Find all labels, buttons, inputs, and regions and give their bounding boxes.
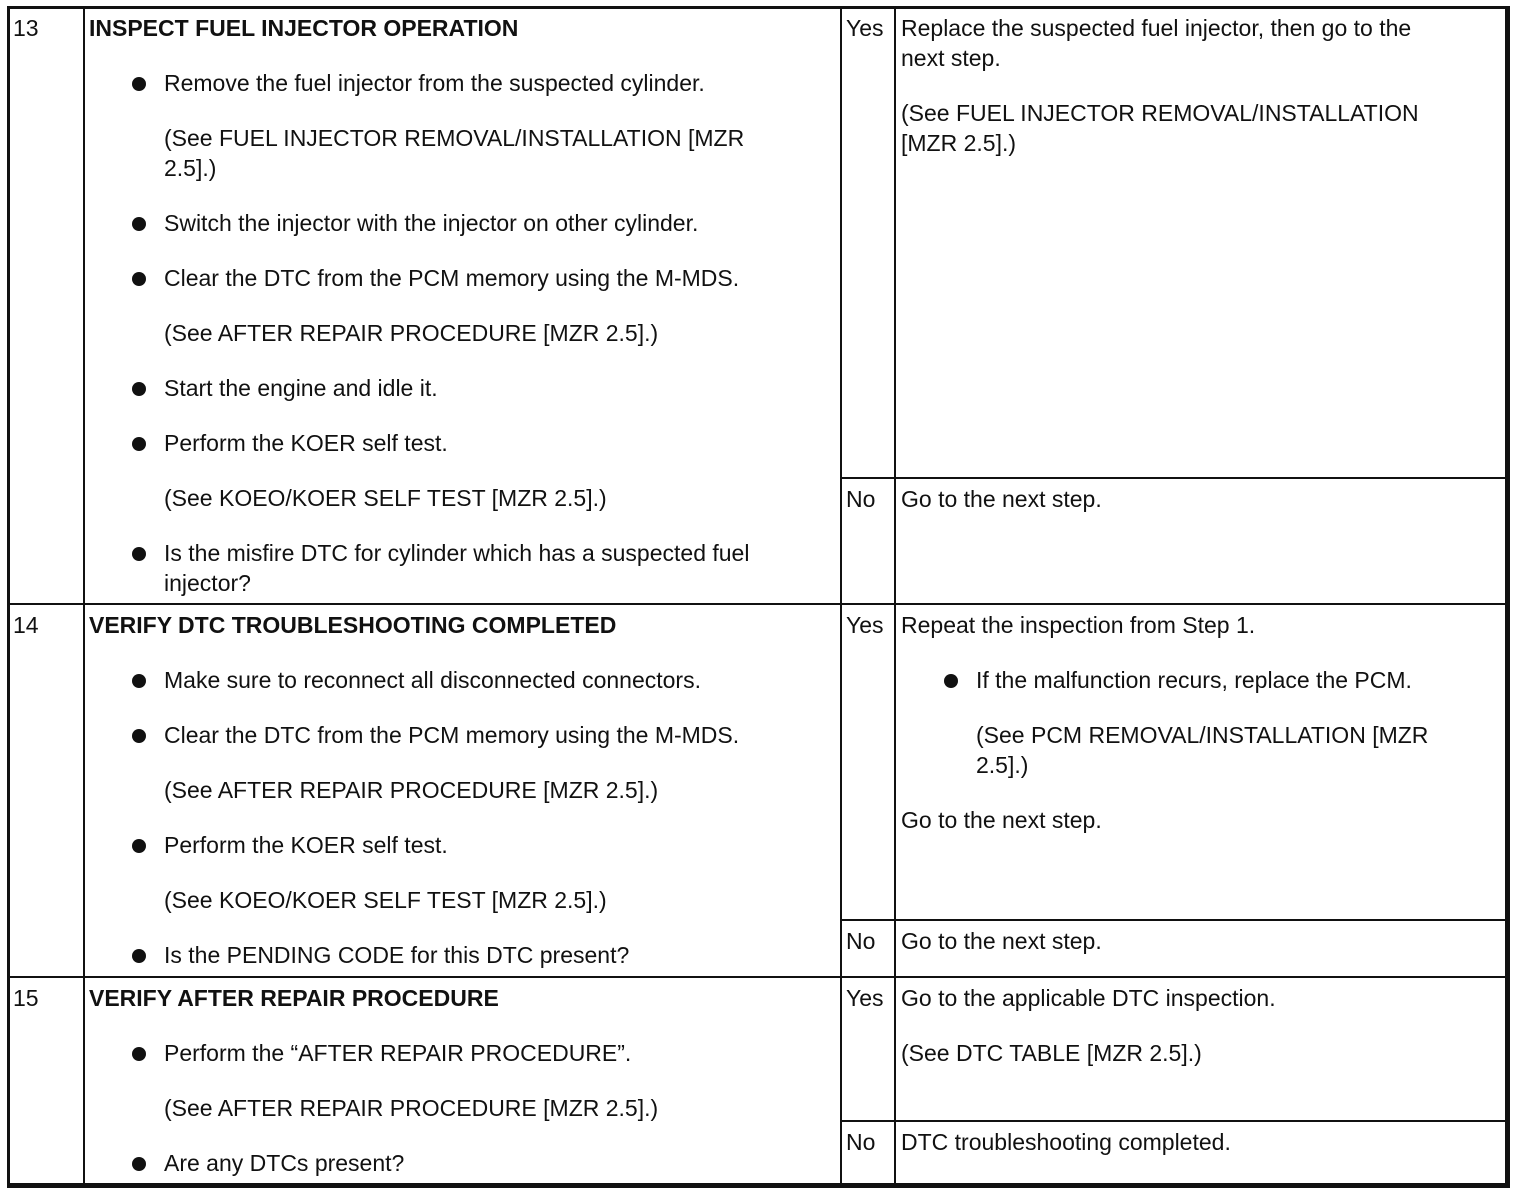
bullet-icon [132,437,146,451]
no-result-text-line: Go to the next step. [901,486,1102,512]
yes-result-ref-line: 2.5].) [976,752,1029,778]
bullet-icon [132,217,146,231]
yes-label: Yes [846,612,884,638]
bullet-icon [132,77,146,91]
action-ref-line: (See AFTER REPAIR PROCEDURE [MZR 2.5].) [164,1095,659,1121]
step-13-number-cell [7,6,85,605]
yes-label: Yes [846,15,884,41]
bullet-icon [944,674,958,688]
yes-result-ref-line: (See PCM REMOVAL/INSTALLATION [MZR [976,722,1429,748]
action-ref-line: 2.5].) [164,155,217,181]
step-title: VERIFY DTC TROUBLESHOOTING COMPLETED [89,612,617,638]
bullet-icon [132,547,146,561]
no-label: No [846,928,876,954]
action-ref-line: (See KOEO/KOER SELF TEST [MZR 2.5].) [164,485,607,511]
action-bullet-line: Perform the “AFTER REPAIR PROCEDURE”. [164,1040,632,1066]
action-bullet-line: Perform the KOER self test. [164,832,448,858]
step-title: VERIFY AFTER REPAIR PROCEDURE [89,985,499,1011]
no-label: No [846,1129,876,1155]
yes-result-text-line: next step. [901,45,1001,71]
no-result-text-line: DTC troubleshooting completed. [901,1129,1231,1155]
yes-result-text-line: Replace the suspected fuel injector, then go to the [901,15,1412,41]
yes-result-bullet-line: If the malfunction recurs, replace the PCM. [976,667,1412,693]
yes-label: Yes [846,985,884,1011]
action-ref-line: (See AFTER REPAIR PROCEDURE [MZR 2.5].) [164,777,659,803]
action-bullet-line: Clear the DTC from the PCM memory using the M-MDS. [164,265,740,291]
step-14-number-cell [7,603,85,978]
bullet-icon [132,382,146,396]
action-bullet-line: Make sure to reconnect all disconnected connectors. [164,667,701,693]
bullet-icon [132,1157,146,1171]
action-bullet-line: Remove the fuel injector from the suspected cylinder. [164,70,705,96]
bullet-icon [132,839,146,853]
action-bullet-line: Switch the injector with the injector on other cylinder. [164,210,699,236]
action-ref-line: (See KOEO/KOER SELF TEST [MZR 2.5].) [164,887,607,913]
action-bullet-line: Perform the KOER self test. [164,430,448,456]
action-bullet-line: Clear the DTC from the PCM memory using the M-MDS. [164,722,740,748]
action-bullet-line: Is the PENDING CODE for this DTC present? [164,942,630,968]
no-result-text-line: Go to the next step. [901,928,1102,954]
yes-result-text-line: Go to the next step. [901,807,1102,833]
yes-result-text-line: (See FUEL INJECTOR REMOVAL/INSTALLATION [901,100,1419,126]
bullet-icon [132,949,146,963]
action-ref-line: (See AFTER REPAIR PROCEDURE [MZR 2.5].) [164,320,659,346]
bullet-icon [132,272,146,286]
step-number: 15 [13,985,39,1011]
no-label: No [846,486,876,512]
yes-result-text-line: [MZR 2.5].) [901,130,1017,156]
action-bullet-line: Start the engine and idle it. [164,375,438,401]
step-13-yes-result-cell [894,6,1510,479]
action-bullet-line: Is the misfire DTC for cylinder which has a suspected fuel [164,540,750,566]
step-number: 14 [13,612,39,638]
action-bullet-line: injector? [164,570,251,596]
step-14-yes-label-cell [840,603,896,921]
bullet-icon [132,1047,146,1061]
yes-result-text-line: Go to the applicable DTC inspection. [901,985,1276,1011]
yes-result-text-line: (See DTC TABLE [MZR 2.5].) [901,1040,1202,1066]
action-bullet-line: Are any DTCs present? [164,1150,405,1176]
step-13-yes-label-cell [840,6,896,479]
step-number: 13 [13,15,39,41]
bullet-icon [132,729,146,743]
step-title: INSPECT FUEL INJECTOR OPERATION [89,15,519,41]
bullet-icon [132,674,146,688]
action-ref-line: (See FUEL INJECTOR REMOVAL/INSTALLATION [MZR [164,125,745,151]
yes-result-text-line: Repeat the inspection from Step 1. [901,612,1256,638]
